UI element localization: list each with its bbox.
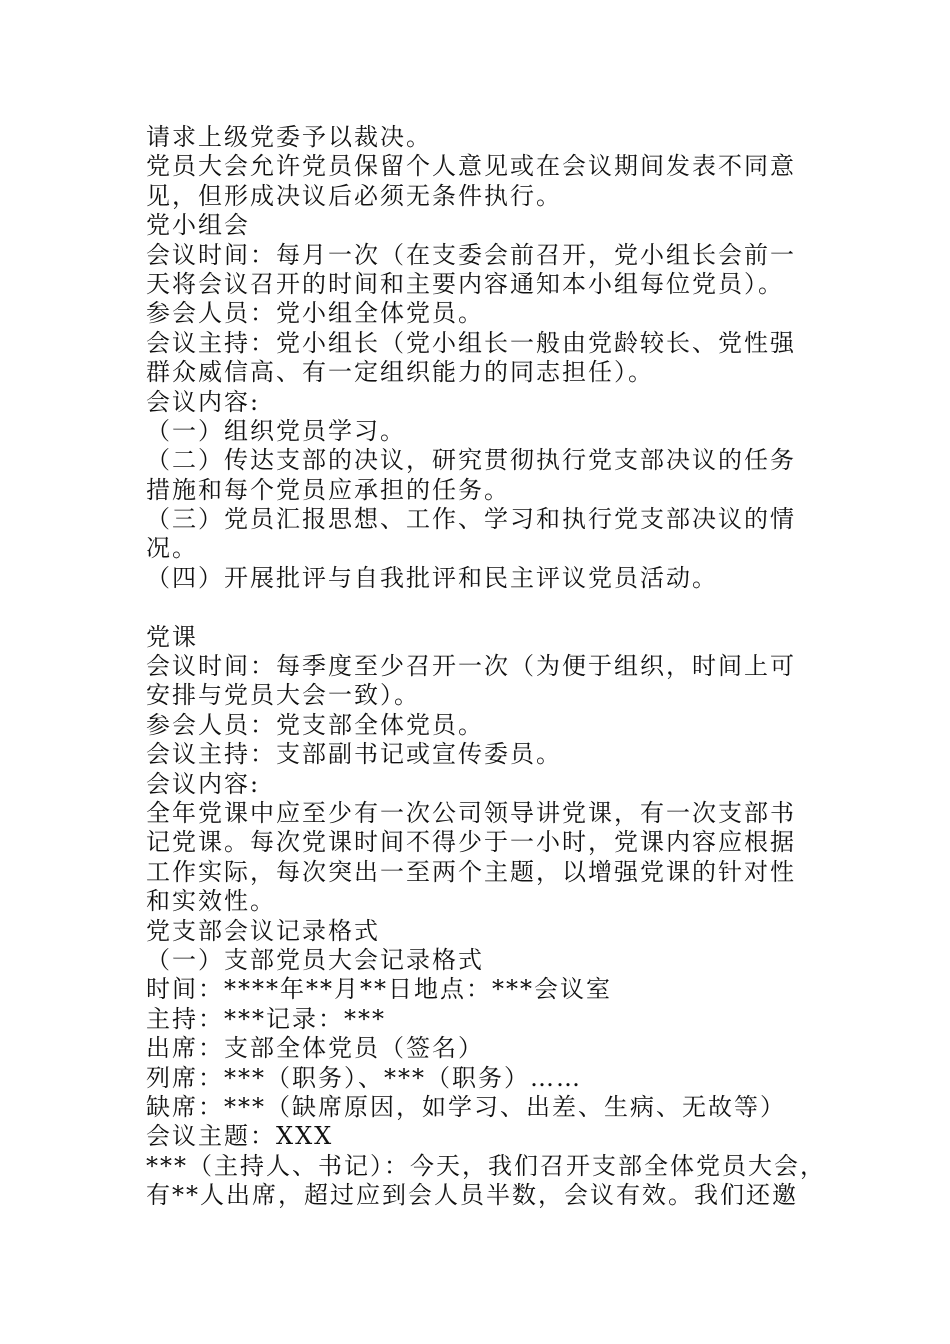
list-item: （二）传达支部的决议，研究贯彻执行党支部决议的任务 — [146, 446, 796, 475]
text-line: 会议主持：党小组长（党小组长一般由党龄较长、党性强 — [146, 328, 796, 357]
section-heading: 党支部会议记录格式 — [146, 916, 380, 945]
text-line: 措施和每个党员应承担的任务。 — [146, 475, 510, 504]
text-line: 天将会议召开的时间和主要内容通知本小组每位党员）。 — [146, 269, 784, 298]
blank-line — [146, 593, 826, 622]
text-line: 见，但形成决议后必须无条件执行。 — [146, 181, 562, 210]
text-line: 会议内容: — [146, 387, 261, 416]
text-line: 请求上级党委予以裁决。 — [146, 123, 432, 151]
text-line: 参会人员：党小组全体党员。 — [146, 299, 484, 328]
list-item: （四）开展批评与自我批评和民主评议党员活动。 — [146, 563, 718, 592]
text-line: 会议内容: — [146, 769, 261, 798]
text-line: 和实效性。 — [146, 887, 276, 916]
text-line: 会议主题：XXX — [146, 1122, 334, 1151]
text-line: 时间：****年**月**日地点：***会议室 — [146, 975, 612, 1004]
list-item: （三）党员汇报思想、工作、学习和执行党支部决议的情 — [146, 505, 796, 534]
text-line: 有**人出席，超过应到会人员半数，会议有效。我们还邀 — [146, 1181, 798, 1210]
text-line: 全年党课中应至少有一次公司领导讲党课，有一次支部书 — [146, 798, 796, 827]
text-line: 安排与党员大会一致）。 — [146, 681, 420, 710]
text-line: ***（主持人、书记）：今天，我们召开支部全体党员大会， — [146, 1151, 826, 1180]
text-line: 主持：***记录：*** — [146, 1004, 386, 1033]
text-line: 会议主持：支部副书记或宣传委员。 — [146, 740, 562, 769]
text-line: 出席：支部全体党员（签名） — [146, 1034, 484, 1063]
section-heading: 党课 — [146, 622, 198, 651]
list-item: （一）组织党员学习。 — [146, 416, 406, 445]
text-line: 群众威信高、有一定组织能力的同志担任）。 — [146, 358, 654, 387]
section-heading: 党小组会 — [146, 211, 250, 240]
text-line: 工作实际，每次突出一至两个主题，以增强党课的针对性 — [146, 857, 796, 886]
list-item: （一）支部党员大会记录格式 — [146, 945, 484, 974]
document-body — [146, 123, 826, 1210]
text-line: 缺席：***（缺席原因，如学习、出差、生病、无故等） — [146, 1092, 786, 1121]
text-line: 会议时间：每月一次（在支委会前召开，党小组长会前一 — [146, 240, 796, 269]
text-line: 况。 — [146, 534, 198, 563]
text-line: 会议时间：每季度至少召开一次（为便于组织，时间上可 — [146, 652, 796, 681]
text-line: 党员大会允许党员保留个人意见或在会议期间发表不同意 — [146, 152, 796, 181]
text-line: 参会人员：党支部全体党员。 — [146, 710, 484, 739]
text-line: 记党课。每次党课时间不得少于一小时，党课内容应根据 — [146, 828, 796, 857]
text-line: 列席：***（职务）、***（职务）…… — [146, 1063, 582, 1092]
